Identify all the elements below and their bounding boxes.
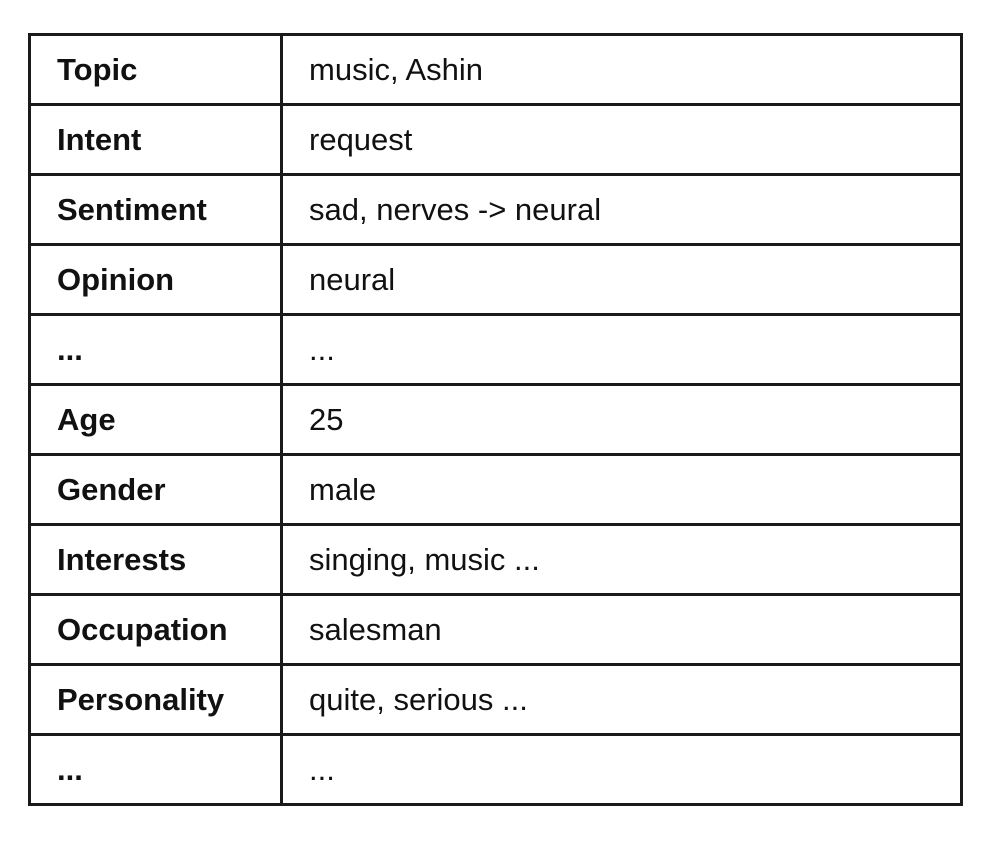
table-row xyxy=(30,245,962,315)
attribute-value: singing, music ... xyxy=(282,525,962,595)
attribute-key: Age xyxy=(30,385,282,455)
table-row xyxy=(30,385,962,455)
attribute-key: ... xyxy=(30,315,282,385)
attribute-key: Interests xyxy=(30,525,282,595)
attribute-value: ... xyxy=(282,315,962,385)
attribute-key: Intent xyxy=(30,105,282,175)
attribute-value: music, Ashin xyxy=(282,35,962,105)
table-row xyxy=(30,525,962,595)
attribute-table-body xyxy=(30,35,962,805)
table-row xyxy=(30,665,962,735)
attribute-key: ... xyxy=(30,735,282,805)
attribute-value: male xyxy=(282,455,962,525)
table-row xyxy=(30,175,962,245)
table-row xyxy=(30,735,962,805)
table-row xyxy=(30,595,962,665)
attribute-key: Sentiment xyxy=(30,175,282,245)
attribute-key: Topic xyxy=(30,35,282,105)
attribute-value: request xyxy=(282,105,962,175)
table-row xyxy=(30,315,962,385)
attribute-key: Occupation xyxy=(30,595,282,665)
table-row xyxy=(30,105,962,175)
attribute-value: sad, nerves -> neural xyxy=(282,175,962,245)
table-row xyxy=(30,35,962,105)
table-row xyxy=(30,455,962,525)
attribute-value: neural xyxy=(282,245,962,315)
attribute-value: 25 xyxy=(282,385,962,455)
attribute-table xyxy=(28,33,963,806)
attribute-key: Gender xyxy=(30,455,282,525)
attribute-value: ... xyxy=(282,735,962,805)
attribute-value: quite, serious ... xyxy=(282,665,962,735)
attribute-key: Personality xyxy=(30,665,282,735)
attribute-value: salesman xyxy=(282,595,962,665)
attribute-key: Opinion xyxy=(30,245,282,315)
